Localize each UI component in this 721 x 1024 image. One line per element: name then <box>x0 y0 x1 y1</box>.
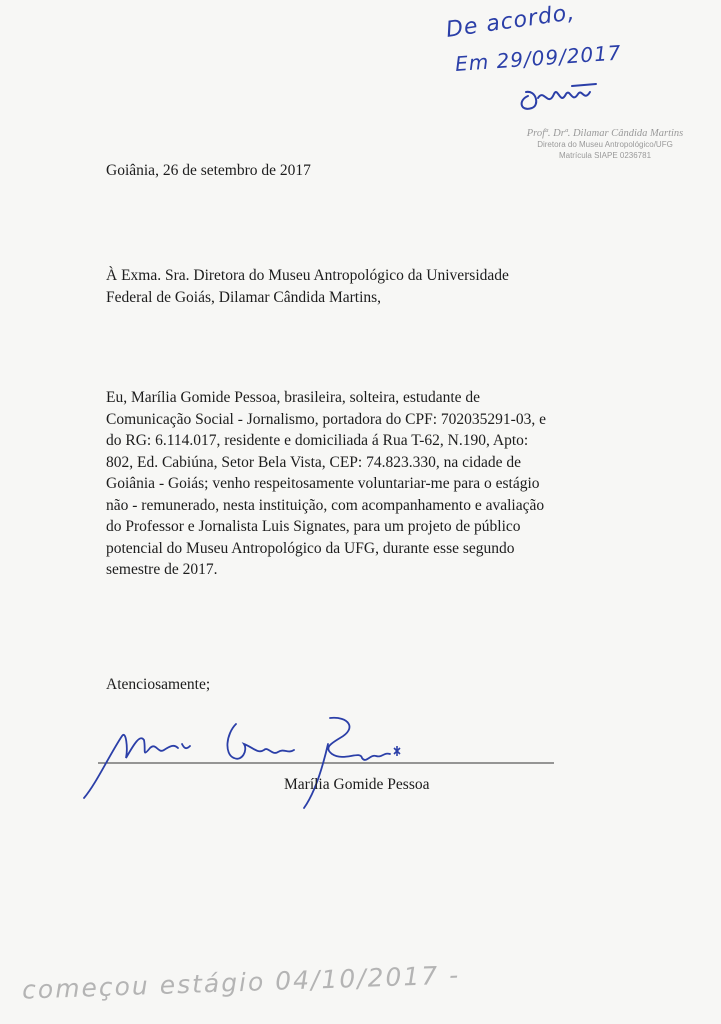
body-line: Eu, Marília Gomide Pessoa, brasileira, solteira, estudante de <box>106 389 481 406</box>
signature-area <box>78 714 578 824</box>
stamp-name: Profª. Drª. Dilamar Cândida Martins <box>526 128 684 139</box>
stamp-title: Diretora do Museu Antropológico/UFG <box>537 140 673 149</box>
letter-body <box>106 387 626 581</box>
body-line: não - remunerado, nesta instituição, com acompanhamento e avaliação <box>106 496 545 514</box>
body-line: Comunicação Social - Jornalismo, portadora do CPF: 702035291-03, e <box>106 410 546 428</box>
closing-line: Atenciosamente; <box>106 676 211 693</box>
body-line: semestre de 2017. <box>106 561 218 578</box>
addressee-line: À Exma. Sra. Diretora do Museu Antropológico da Universidade <box>106 267 509 284</box>
addressee-block <box>106 265 626 308</box>
director-initials-signature <box>514 78 604 114</box>
body-line: potencial do Museu Antropológico da UFG, durante esse segundo <box>106 539 515 557</box>
approval-line-1: De acordo, <box>444 0 577 44</box>
approval-handwritten-note <box>440 0 710 114</box>
signer-name: Marília Gomide Pessoa <box>284 776 430 793</box>
pencil-annotation: começou estágio 04/10/2017 - <box>21 960 461 1005</box>
body-line: do RG: 6.114.017, residente e domiciliada á Rua T-62, N.190, Apto: <box>106 432 529 449</box>
body-line: Goiânia - Goiás; venho respeitosamente voluntariar-me para o estágio <box>106 475 540 492</box>
approval-line-2: Em 29/09/2017 <box>454 40 623 76</box>
applicant-signature <box>78 714 578 824</box>
body-line: do Professor e Jornalista Luis Signates, para um projeto de público <box>106 518 521 535</box>
addressee-line: Federal de Goiás, Dilamar Cândida Martins, <box>106 288 382 306</box>
director-stamp <box>515 128 695 161</box>
stamp-registration: Matrícula SIAPE 0236781 <box>558 151 652 160</box>
date-line: Goiânia, 26 de setembro de 2017 <box>106 162 311 179</box>
body-line: 802, Ed. Cabiúna, Setor Bela Vista, CEP: 74.823.330, na cidade de <box>106 453 522 471</box>
